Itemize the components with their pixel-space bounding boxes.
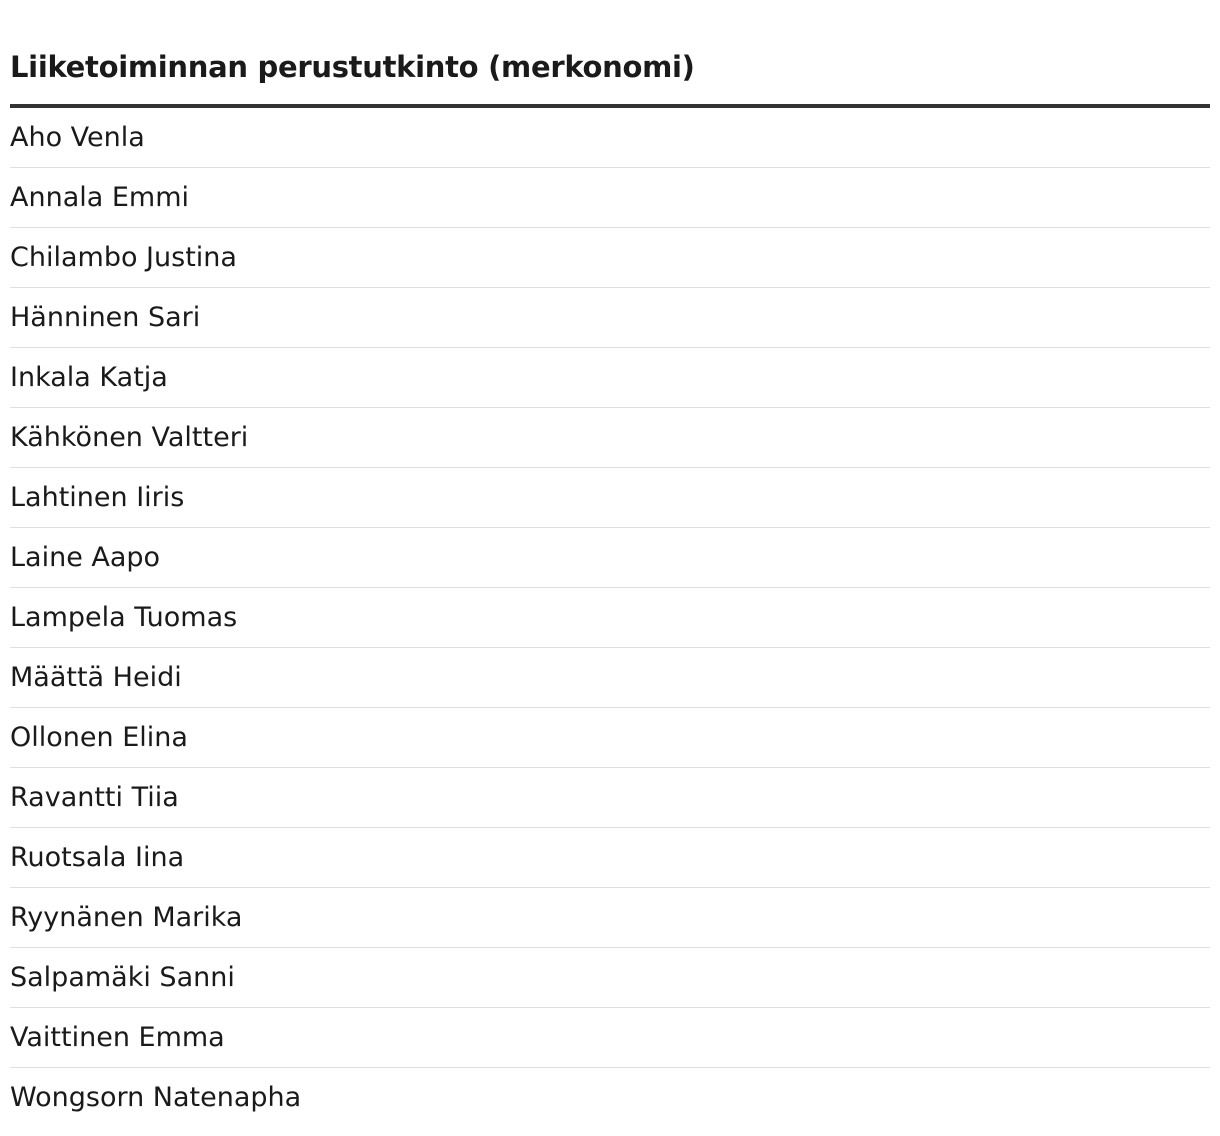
list-item: Chilambo Justina xyxy=(10,228,1210,288)
list-item: Hänninen Sari xyxy=(10,288,1210,348)
list-item: Inkala Katja xyxy=(10,348,1210,408)
list-item: Aho Venla xyxy=(10,108,1210,168)
list-item: Vaittinen Emma xyxy=(10,1008,1210,1068)
graduates-section xyxy=(10,44,1210,1127)
list-item: Annala Emmi xyxy=(10,168,1210,228)
list-item: Ollonen Elina xyxy=(10,708,1210,768)
list-item: Laine Aapo xyxy=(10,528,1210,588)
list-item: Salpamäki Sanni xyxy=(10,948,1210,1008)
list-item: Lahtinen Iiris xyxy=(10,468,1210,528)
list-item: Ryynänen Marika xyxy=(10,888,1210,948)
list-item: Ruotsala Iina xyxy=(10,828,1210,888)
list-item: Kähkönen Valtteri xyxy=(10,408,1210,468)
name-list xyxy=(10,108,1210,1127)
list-item: Määttä Heidi xyxy=(10,648,1210,708)
section-title: Liiketoiminnan perustutkinto (merkonomi) xyxy=(10,50,695,84)
list-item: Ravantti Tiia xyxy=(10,768,1210,828)
list-item: Lampela Tuomas xyxy=(10,588,1210,648)
list-item: Wongsorn Natenapha xyxy=(10,1082,302,1113)
